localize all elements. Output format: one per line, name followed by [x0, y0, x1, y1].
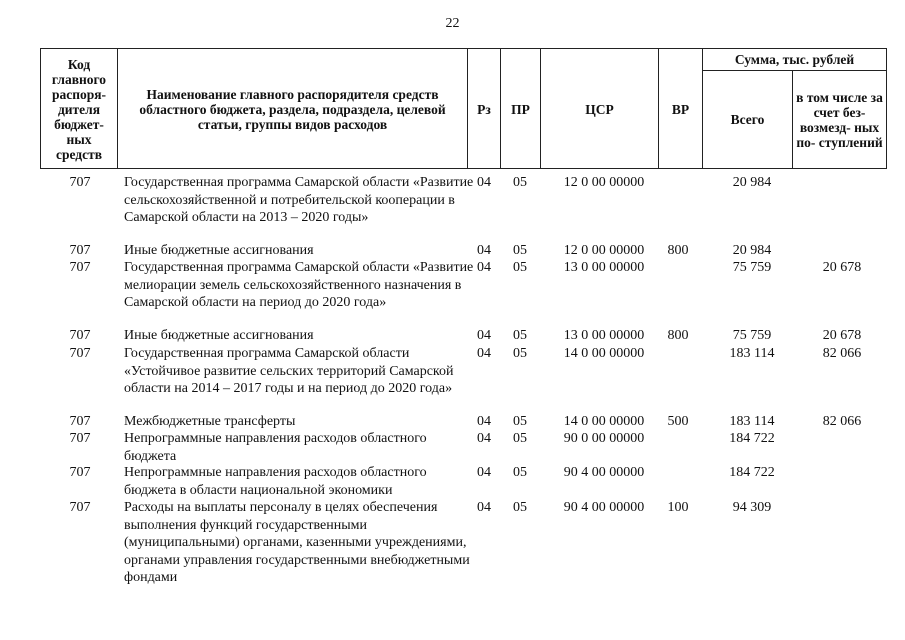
header-pr: ПР [511, 101, 530, 117]
row-csr: 13 0 00 00000 [563, 260, 645, 275]
row-name: Государственная программа Самарской области «Развитие мелиорации земель сельскохозяйственного назначения в Самарской области на период до 2020 года» [124, 260, 474, 310]
row-rz: 04 [477, 243, 491, 258]
row-pr: 05 [513, 328, 527, 343]
header-total: Всего [730, 112, 765, 127]
header-sum: Сумма, тыс. рублей [734, 51, 855, 67]
row-vr: 800 [667, 328, 689, 343]
row-incl: 82 066 [822, 346, 862, 361]
row-rz: 04 [477, 431, 491, 446]
row-rz: 04 [477, 175, 491, 190]
header-vr: ВР [671, 101, 690, 117]
row-csr: 14 0 00 00000 [563, 346, 645, 361]
row-vr: 100 [667, 500, 689, 515]
row-pr: 05 [513, 414, 527, 429]
row-code: 707 [69, 243, 91, 258]
row-name: Непрограммные направления расходов областного бюджета в области национальной экономики [124, 465, 427, 498]
row-name: Государственная программа Самарской области «Развитие сельскохозяйственной и потребительской кооперации в Самарской области на 2013 – 2020 годы» [124, 175, 474, 225]
row-code: 707 [69, 465, 91, 480]
row-total: 184 722 [729, 431, 775, 446]
row-total: 183 114 [729, 346, 775, 361]
row-pr: 05 [513, 465, 527, 480]
row-total: 184 722 [729, 465, 775, 480]
row-name: Непрограммные направления расходов областного бюджета [124, 431, 427, 464]
row-vr: 500 [667, 414, 689, 429]
row-name: Иные бюджетные ассигнования [124, 243, 314, 258]
table-header [40, 48, 887, 169]
row-rz: 04 [477, 465, 491, 480]
row-rz: 04 [477, 500, 491, 515]
row-csr: 12 0 00 00000 [563, 175, 645, 190]
row-rz: 04 [477, 260, 491, 275]
row-pr: 05 [513, 175, 527, 190]
header-csr: ЦСР [585, 101, 614, 117]
header-rz: Рз [477, 101, 491, 117]
row-csr: 90 0 00 00000 [563, 431, 645, 446]
row-incl: 20 678 [822, 328, 862, 343]
row-code: 707 [69, 328, 91, 343]
row-rz: 04 [477, 414, 491, 429]
row-total: 183 114 [729, 414, 775, 429]
row-csr: 90 4 00 00000 [563, 465, 645, 480]
row-total: 75 759 [732, 328, 772, 343]
page-number: 22 [445, 16, 460, 31]
row-total: 20 984 [732, 243, 772, 258]
row-csr: 14 0 00 00000 [563, 414, 645, 429]
row-total: 20 984 [732, 175, 772, 190]
row-pr: 05 [513, 431, 527, 446]
row-incl: 82 066 [822, 414, 862, 429]
row-pr: 05 [513, 243, 527, 258]
header-incl: в том числе за счет без- возмезд- ных по- ступлений [796, 89, 883, 150]
row-code: 707 [69, 346, 91, 361]
row-name: Расходы на выплаты персоналу в целях обеспечения выполнения функций государственными (муниципальными) органами, казенными учреждениями, органами управления государственными внебюджетными фондами [124, 500, 470, 585]
row-csr: 13 0 00 00000 [563, 328, 645, 343]
row-total: 94 309 [732, 500, 772, 515]
row-incl: 20 678 [822, 260, 862, 275]
header-code: Код главного распоря- дителя бюджет- ных средств [51, 56, 107, 162]
row-csr: 90 4 00 00000 [563, 500, 645, 515]
row-csr: 12 0 00 00000 [563, 243, 645, 258]
row-pr: 05 [513, 500, 527, 515]
row-total: 75 759 [732, 260, 772, 275]
row-code: 707 [69, 260, 91, 275]
row-code: 707 [69, 431, 91, 446]
row-pr: 05 [513, 346, 527, 361]
row-rz: 04 [477, 328, 491, 343]
row-code: 707 [69, 500, 91, 515]
row-name: Иные бюджетные ассигнования [124, 328, 314, 343]
row-code: 707 [69, 414, 91, 429]
row-rz: 04 [477, 346, 491, 361]
row-name: Межбюджетные трансферты [124, 414, 296, 429]
row-pr: 05 [513, 260, 527, 275]
header-name: Наименование главного распорядителя средств областного бюджета, раздела, подраздела, целевой статьи, группы видов расходов [139, 86, 446, 132]
row-vr: 800 [667, 243, 689, 258]
row-code: 707 [69, 175, 91, 190]
row-name: Государственная программа Самарской области «Устойчивое развитие сельских территорий Самарской области на 2014 – 2017 годы и на период до 2020 года» [124, 346, 454, 396]
